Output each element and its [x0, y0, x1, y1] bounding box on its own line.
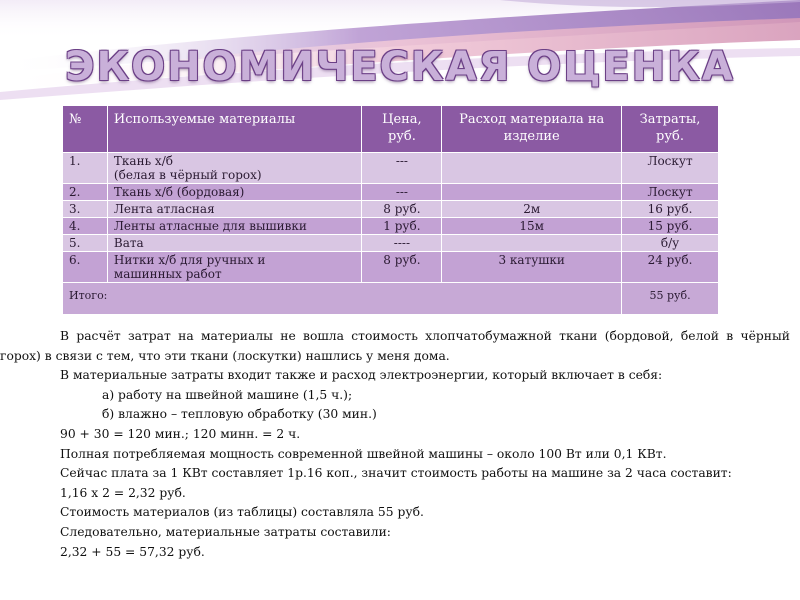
header-cost: Затраты, руб.	[622, 106, 719, 153]
cell-material	[107, 252, 362, 283]
cell-usage	[442, 153, 622, 184]
cell-num: 4.	[63, 218, 108, 235]
paragraph-note: В расчёт затрат на материалы не вошла стоимость хлопчатобумажной ткани (бордовой, белой в чёрный горох) в связи с тем, что эти ткани (лоскутки) нашлись у меня дома.	[0, 329, 790, 363]
material-line1: Ткань х/б	[113, 154, 173, 168]
table-row	[63, 235, 719, 252]
cell-cost: 16 руб.	[622, 201, 719, 218]
paragraph-tariff: Сейчас плата за 1 КВт составляет 1р.16 коп., значит стоимость работы на машине за 2 часа составит:	[60, 466, 732, 481]
header-num: №	[63, 106, 108, 153]
paragraph-power: Полная потребляемая мощность современной швейной машины – около 100 Вт или 0,1 КВт.	[60, 446, 667, 461]
cell-price: ---	[362, 184, 442, 201]
total-label: Итого:	[63, 283, 622, 315]
cell-material: Ткань х/б (бордовая)	[107, 184, 362, 201]
cell-price: 1 руб.	[362, 218, 442, 235]
table-total-row	[63, 283, 719, 315]
cell-cost: Лоскут	[622, 184, 719, 201]
table-row	[63, 184, 719, 201]
cell-price: ----	[362, 235, 442, 252]
paragraph-conclusion: Следовательно, материальные затраты составили:	[60, 524, 391, 539]
table-row	[63, 201, 719, 218]
header-usage: Расход материала на изделие	[442, 106, 622, 153]
material-line2: машинных работ	[113, 267, 222, 281]
cell-usage: 3 катушки	[442, 252, 622, 283]
list-item-ironing: б) влажно – тепловую обработку (30 мин.)	[102, 407, 377, 422]
paragraph-materials-cost: Стоимость материалов (из таблицы) составляла 55 руб.	[60, 505, 424, 520]
total-value: 55 руб.	[622, 283, 719, 315]
paragraph-electricity-cost: 1,16 х 2 = 2,32 руб.	[60, 485, 186, 500]
cell-usage	[442, 235, 622, 252]
header-price: Цена, руб.	[362, 106, 442, 153]
list-item-sewing: а) работу на швейной машине (1,5 ч.);	[102, 387, 353, 402]
cell-price: 8 руб.	[362, 252, 442, 283]
table-row	[63, 252, 719, 283]
cell-usage	[442, 184, 622, 201]
cell-material: Ленты атласные для вышивки	[107, 218, 362, 235]
header-material: Используемые материалы	[107, 106, 362, 153]
material-line2: (белая в чёрный горох)	[113, 168, 262, 182]
cell-num: 3.	[63, 201, 108, 218]
cell-material: Лента атласная	[107, 201, 362, 218]
cell-material	[107, 153, 362, 184]
cell-usage: 15м	[442, 218, 622, 235]
body-text	[0, 327, 790, 562]
cell-cost: б/у	[622, 235, 719, 252]
page-title: ЭКОНОМИЧЕСКАЯ ОЦЕНКА	[65, 44, 735, 90]
paragraph-time-calc: 90 + 30 = 120 мин.; 120 минн. = 2 ч.	[60, 426, 301, 441]
cell-num: 6.	[63, 252, 108, 283]
table-header-row	[63, 106, 719, 153]
cell-cost: 15 руб.	[622, 218, 719, 235]
materials-table	[62, 105, 719, 315]
cell-usage: 2м	[442, 201, 622, 218]
cell-material: Вата	[107, 235, 362, 252]
material-line1: Нитки х/б для ручных и	[113, 253, 266, 267]
cell-num: 1.	[63, 153, 108, 184]
cell-num: 5.	[63, 235, 108, 252]
cell-num: 2.	[63, 184, 108, 201]
cell-cost: Лоскут	[622, 153, 719, 184]
table-row	[63, 153, 719, 184]
paragraph-electricity: В материальные затраты входит также и расход электроэнергии, который включает в себя:	[60, 368, 663, 383]
cell-price: 8 руб.	[362, 201, 442, 218]
paragraph-total: 2,32 + 55 = 57,32 руб.	[60, 544, 205, 559]
cell-price: ---	[362, 153, 442, 184]
cell-cost: 24 руб.	[622, 252, 719, 283]
table-row	[63, 218, 719, 235]
